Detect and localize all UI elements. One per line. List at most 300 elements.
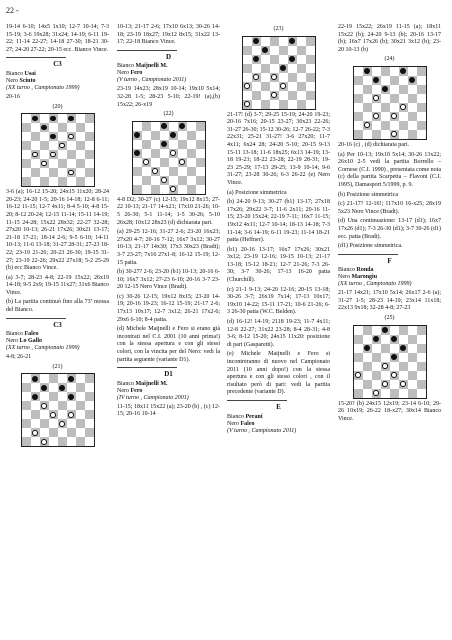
board-square — [196, 131, 205, 140]
white-piece — [244, 83, 250, 89]
board-square — [85, 374, 94, 383]
section-heading: E — [276, 402, 281, 411]
diagram-number: (25) — [384, 315, 395, 322]
black-label: Nero — [227, 420, 239, 427]
board-square — [178, 176, 187, 185]
board-square — [133, 185, 142, 194]
board-square — [40, 159, 49, 168]
paragraph: (a) 3-7; 28-23 4-8; 22-19 15x22; 26x19 14-18; 9-5 2x9; 19-15 11x27; 31x6 Bianco Vince. — [6, 274, 109, 296]
board-square — [31, 401, 40, 410]
board-square — [381, 67, 390, 76]
board-square — [390, 85, 399, 94]
black-piece — [32, 116, 38, 122]
board-square — [151, 131, 160, 140]
board-square — [288, 100, 297, 109]
board-square — [408, 380, 417, 389]
board-square — [363, 380, 372, 389]
board-square — [270, 82, 279, 91]
board-square — [49, 401, 58, 410]
board-square — [363, 76, 372, 85]
board-square — [354, 103, 363, 112]
board-square — [279, 100, 288, 109]
board-square — [85, 401, 94, 410]
board-square — [85, 168, 94, 177]
board-square — [187, 167, 196, 176]
board-square — [22, 150, 31, 159]
board-square — [31, 159, 40, 168]
board-square — [261, 73, 270, 82]
board-square — [363, 130, 372, 139]
white-piece — [355, 372, 361, 378]
board-square — [408, 389, 417, 398]
board-square — [372, 380, 381, 389]
white-piece — [68, 170, 74, 176]
board-square — [58, 114, 67, 123]
board-square — [160, 167, 169, 176]
board-square — [363, 371, 372, 380]
board-square — [22, 374, 31, 383]
board-square — [381, 380, 390, 389]
board-square — [306, 91, 315, 100]
black-piece — [59, 385, 65, 391]
paragraph: (b) La partita continuò fino alla 73ª mossa del Bianco. — [6, 299, 109, 314]
board-square — [399, 389, 408, 398]
board-square — [58, 401, 67, 410]
white-label: Bianco — [338, 267, 355, 274]
board-square — [40, 150, 49, 159]
board-square — [306, 55, 315, 64]
black-piece — [373, 336, 379, 342]
board-square — [187, 122, 196, 131]
board-square — [261, 100, 270, 109]
board-square — [243, 37, 252, 46]
board-square — [40, 132, 49, 141]
board-square — [288, 91, 297, 100]
board-square — [76, 428, 85, 437]
board-square — [49, 123, 58, 132]
board-square — [354, 76, 363, 85]
board-square — [417, 353, 426, 362]
board-square — [85, 123, 94, 132]
board-square — [390, 121, 399, 130]
board-square — [178, 185, 187, 194]
board-square — [160, 122, 169, 131]
paragraph: (b) Posizione simmetrica — [338, 191, 398, 198]
board-square — [49, 419, 58, 428]
board-square — [252, 37, 261, 46]
board-square — [22, 123, 31, 132]
divider — [6, 318, 66, 319]
divider — [6, 57, 66, 58]
board-square — [297, 82, 306, 91]
board-square — [270, 55, 279, 64]
event: (XX turno , Campionato 1999) — [6, 345, 80, 352]
black-piece — [50, 134, 56, 140]
board-square — [151, 122, 160, 131]
white-piece — [364, 122, 370, 128]
black-piece — [50, 116, 56, 122]
board-square — [399, 362, 408, 371]
board-square — [76, 168, 85, 177]
board-square — [408, 335, 417, 344]
white-piece — [373, 390, 379, 396]
black-piece — [32, 376, 38, 382]
board-square — [261, 64, 270, 73]
black-piece — [179, 123, 185, 129]
divider — [117, 50, 177, 51]
board-square — [297, 64, 306, 73]
event: (IV turno , Campionato 2001) — [117, 394, 189, 401]
white-piece — [280, 83, 286, 89]
board-square — [169, 140, 178, 149]
board-square — [40, 437, 49, 446]
black-piece — [68, 394, 74, 400]
board-square — [31, 437, 40, 446]
board-square — [297, 55, 306, 64]
board-square — [399, 94, 408, 103]
board-square — [399, 112, 408, 121]
board-square — [85, 132, 94, 141]
board-square — [49, 150, 58, 159]
board-square — [133, 149, 142, 158]
board-square — [142, 131, 151, 140]
board-square — [67, 168, 76, 177]
board-square — [58, 392, 67, 401]
black-piece — [161, 123, 167, 129]
board-square — [49, 437, 58, 446]
board-square — [49, 114, 58, 123]
white-label: Bianco — [117, 380, 134, 387]
board-square — [354, 85, 363, 94]
board-square — [354, 130, 363, 139]
divider — [117, 367, 177, 368]
board-square — [178, 158, 187, 167]
section-heading: C3 — [53, 320, 62, 329]
board-square — [178, 122, 187, 131]
board-square — [381, 335, 390, 344]
paragraph: 15-20? (b) 24x15 12x19; 23-14 6-10; 29-26 10x19; 26-22 18-x27; 30x14 Bianco Vince. — [338, 400, 441, 422]
black-piece — [382, 327, 388, 333]
board-square — [288, 37, 297, 46]
board-square — [270, 73, 279, 82]
board-square — [354, 371, 363, 380]
board-square — [417, 67, 426, 76]
board-square — [76, 123, 85, 132]
board-square — [381, 112, 390, 121]
board-square — [399, 380, 408, 389]
white-player: Maijnelli M. — [135, 63, 168, 70]
board-square — [40, 374, 49, 383]
column-4 — [338, 24, 441, 425]
board-square — [76, 114, 85, 123]
board-square — [76, 437, 85, 446]
paragraph: 20-16 (c) , (d) dichiarata pari. — [338, 141, 410, 148]
white-piece — [271, 74, 277, 80]
board-square — [67, 374, 76, 383]
board-square — [399, 344, 408, 353]
board-square — [142, 185, 151, 194]
board-square — [31, 168, 40, 177]
board-square — [399, 103, 408, 112]
board-square — [372, 371, 381, 380]
board-square — [354, 94, 363, 103]
board-square — [243, 55, 252, 64]
board-square — [22, 410, 31, 419]
board-square — [169, 149, 178, 158]
board-square — [279, 64, 288, 73]
black-player: Marongiu — [351, 274, 378, 281]
paragraph: 4-8 D2; 30-27 (c) 12-15; 19x12 8x15; 27-22 10-13; 21-17 14-x21; 17x10 21-26; 10-5 26-30; 5-1 11-14; 1-5 30-26; 5-10 26x28; 10x12 28x23 (d) dichiarata pari. — [117, 196, 220, 226]
board-square — [31, 132, 40, 141]
paragraph: (d) 16-12! 14-19; 2118 19-23; 11-7 4x11; 12-8 22-27; 31x22 23-28; 8-4 28-31; 4-8 3-6; 8-12 15-20; 24x15 11x20: posizione di pari (Gasparetti). — [227, 319, 330, 348]
board-square — [399, 326, 408, 335]
board-square — [408, 103, 417, 112]
board-square — [288, 46, 297, 55]
event: (XX turno , Campionato 1999) — [6, 84, 80, 91]
board-square — [399, 130, 408, 139]
white-piece — [400, 104, 406, 110]
paragraph: (a) Per 10-13; 19x10 5x14; 30-26 13x22; 26x10 2-5 vedi la partita Borrello – Cornese (C.I. 1990) , presentata come nota (c) della partita Scarpetta – Flavoni (C.I. 1995), Damasport 5/1999, p. 9. — [338, 151, 441, 188]
black-piece — [391, 336, 397, 342]
board-square — [243, 100, 252, 109]
diagram-number: (23) — [273, 26, 284, 32]
board-square — [67, 419, 76, 428]
white-label: Bianco — [227, 413, 244, 420]
board-square — [354, 389, 363, 398]
board-square — [196, 176, 205, 185]
board-square — [417, 362, 426, 371]
black-piece — [400, 68, 406, 74]
board-square — [151, 185, 160, 194]
board-square — [76, 159, 85, 168]
black-piece — [280, 65, 286, 71]
white-piece — [400, 381, 406, 387]
board-square — [372, 103, 381, 112]
checkers-board — [132, 121, 206, 195]
board-square — [151, 140, 160, 149]
board-square — [151, 167, 160, 176]
board-square — [187, 149, 196, 158]
board-square — [243, 73, 252, 82]
paragraph: (d) Michele Maijnelli e Fero si erano già incontrati nel C.I. 2001 (10 anni prima!) con la stessa apertura e con gli stessi colori, con la vincita per del Nero: vedi la partita seguente (variante D1). — [117, 326, 220, 363]
board-square — [67, 392, 76, 401]
board-square — [279, 91, 288, 100]
board-square — [243, 91, 252, 100]
board-square — [49, 168, 58, 177]
board-square — [252, 46, 261, 55]
board-square — [381, 326, 390, 335]
board-square — [381, 94, 390, 103]
board-square — [306, 46, 315, 55]
board-square — [306, 82, 315, 91]
black-piece — [391, 354, 397, 360]
board-square — [408, 76, 417, 85]
black-piece — [41, 125, 47, 131]
game-header — [227, 414, 330, 435]
black-player: Sciuto — [19, 77, 36, 84]
board-square — [417, 103, 426, 112]
divider — [338, 254, 398, 255]
board-square — [58, 419, 67, 428]
board-square — [270, 64, 279, 73]
board-square — [243, 82, 252, 91]
paragraph: (d1) Posizione simmetrica. — [338, 243, 403, 250]
paragraph: (d) Una continuazione: 13-17 (d1); 16x7 17x26 (d1); 7-3 26-30 (d1); 3-7 30-26 (d1) ecc. patta (Bradt). — [338, 218, 441, 240]
board-square — [372, 353, 381, 362]
board-square — [270, 37, 279, 46]
white-piece — [391, 131, 397, 137]
paragraph: (a) Posizione simmetrica — [227, 189, 287, 196]
board-square — [390, 362, 399, 371]
white-piece — [161, 177, 167, 183]
board-square — [354, 353, 363, 362]
moves: 20-16 — [6, 93, 20, 100]
board-square — [363, 344, 372, 353]
game-header — [117, 381, 220, 402]
board-square — [58, 123, 67, 132]
board-square — [76, 374, 85, 383]
board-square — [178, 140, 187, 149]
board-square — [22, 392, 31, 401]
board-square — [279, 46, 288, 55]
board-square — [67, 177, 76, 186]
white-piece — [373, 95, 379, 101]
board-square — [58, 428, 67, 437]
board-square — [372, 344, 381, 353]
board-square — [133, 131, 142, 140]
board-square — [354, 67, 363, 76]
board-square — [354, 335, 363, 344]
white-piece — [391, 113, 397, 119]
board-square — [169, 185, 178, 194]
board-square — [279, 37, 288, 46]
board-square — [49, 374, 58, 383]
paragraph: 3-6 (a); 16-12 15-20; 24x15 11x20; 28-24 20-23; 24-20 1-5; 20-16 14-18; 12-8 6-11; 16-12 11-15; 12-7 4x11; 8-4 5-10; 4-8 15-20; 8-12 20-24; 12-15 11-14; 15-11 14-19; 11-15 24-28; 15x22 28x32; 22-27 32-28; 27x20 10-13; 26-21 17x26; 30x21 13-17; 21-18 17-21; 18-14 2-6; 9-5 6-10; 14-11 10-13; 11-6 13-18; 31-27 28-31; 27-23 18-22; 23-19 21-26; 20-23 26-30; 19-15 31-27; 23-19 22-26; 29x22 27x18; 5-2 25-29 (b) ecc Bianco Vince. — [6, 189, 109, 272]
board-square — [417, 380, 426, 389]
board-square — [76, 392, 85, 401]
board-square — [363, 335, 372, 344]
board-square — [363, 112, 372, 121]
board-square — [31, 410, 40, 419]
moves: 23-19 14x23; 28x19 10-14; 19x10 5x14; 32-28 1-5; 28-23 5-10; 22-19! (a),(b) 15x22; 26-x19 — [117, 86, 220, 108]
white-player: Maijnelli M. — [135, 380, 168, 387]
board-square — [67, 114, 76, 123]
board-square — [196, 122, 205, 131]
board-square — [133, 158, 142, 167]
board-square — [196, 140, 205, 149]
board-square — [160, 149, 169, 158]
board-square — [40, 392, 49, 401]
board-square — [372, 326, 381, 335]
board-square — [76, 177, 85, 186]
black-piece — [134, 132, 140, 138]
board-square — [187, 185, 196, 194]
board-square — [390, 76, 399, 85]
section-heading: F — [387, 256, 392, 265]
board-square — [22, 177, 31, 186]
board-square — [85, 383, 94, 392]
board-square — [408, 85, 417, 94]
board-square — [58, 437, 67, 446]
board-square — [151, 176, 160, 185]
board-square — [408, 130, 417, 139]
board-square — [279, 55, 288, 64]
black-piece — [400, 345, 406, 351]
white-piece — [253, 74, 259, 80]
board-square — [58, 383, 67, 392]
board-square — [58, 374, 67, 383]
board-square — [408, 94, 417, 103]
black-player: Faleo — [240, 420, 255, 427]
board-square — [169, 131, 178, 140]
column-1 — [6, 24, 109, 449]
board-square — [58, 159, 67, 168]
black-piece — [134, 150, 140, 156]
board-square — [306, 100, 315, 109]
board-square — [372, 112, 381, 121]
white-piece — [41, 439, 47, 445]
board-square — [372, 76, 381, 85]
white-piece — [170, 150, 176, 156]
board-square — [40, 410, 49, 419]
board-square — [169, 167, 178, 176]
board-square — [363, 94, 372, 103]
board-square — [58, 177, 67, 186]
black-piece — [41, 385, 47, 391]
section-heading: D1 — [164, 370, 173, 379]
board-square — [243, 64, 252, 73]
board-square — [22, 401, 31, 410]
divider — [227, 400, 287, 401]
black-piece — [289, 56, 295, 62]
board-square — [187, 176, 196, 185]
board-square — [67, 428, 76, 437]
black-label: Nero — [117, 70, 129, 77]
board-square — [261, 82, 270, 91]
board-square — [390, 380, 399, 389]
paragraph: (b) 24-20 9-13; 30-27 (b1) 13-17; 27x18 17x26; 29x22 3-7; 11-6 2x11; 20-16 11-15; 23-20 15x24; 22-19 7-11; 16x7 11-15; 19x12 4x11; 12-7 10-14; 18-13 14-18; 7-3 11-14; 3-6 14-19; 6-11 19-23; 11-14 18-21 patta (Heffner). — [227, 199, 330, 244]
board-square — [363, 389, 372, 398]
diagram-number: (22) — [163, 111, 174, 118]
board-square — [142, 149, 151, 158]
board-square — [399, 371, 408, 380]
board-square — [399, 335, 408, 344]
board-square — [40, 141, 49, 150]
board-square — [187, 140, 196, 149]
diagram-number: (24) — [384, 56, 395, 63]
board-square — [196, 185, 205, 194]
section-heading: D — [165, 52, 172, 61]
board-square — [76, 383, 85, 392]
board-square — [196, 167, 205, 176]
board-square — [270, 91, 279, 100]
board-square — [399, 85, 408, 94]
board-square — [49, 392, 58, 401]
board-square — [288, 64, 297, 73]
board-square — [22, 132, 31, 141]
board-square — [363, 103, 372, 112]
paragraph: (e) Michele Maijnelli e Fero si incontreranno di nuovo nel Campionato 2011 (10 anni dopo!) con la stessa apertura e con gli stessi colori , con il risultato però di pari: vedi la partita precedente (variante D). — [227, 351, 330, 396]
white-piece — [50, 412, 56, 418]
black-piece — [253, 38, 259, 44]
black-label: Nero — [338, 274, 350, 281]
board-square — [390, 389, 399, 398]
board-square — [31, 383, 40, 392]
white-piece — [59, 143, 65, 149]
paragraph: 19-14 6-10; 14x5 1x10; 12-7 10-14; 7-3 15-19; 3-6 19x28; 31x24; 14-19; 6-11 19-22; 11-14 22-27; 14-18 27-30; 18-21 30-27; 24-20 27-22; 20-15 ecc. Bianco Vince. — [6, 24, 109, 53]
board-square — [408, 326, 417, 335]
board-square — [408, 67, 417, 76]
